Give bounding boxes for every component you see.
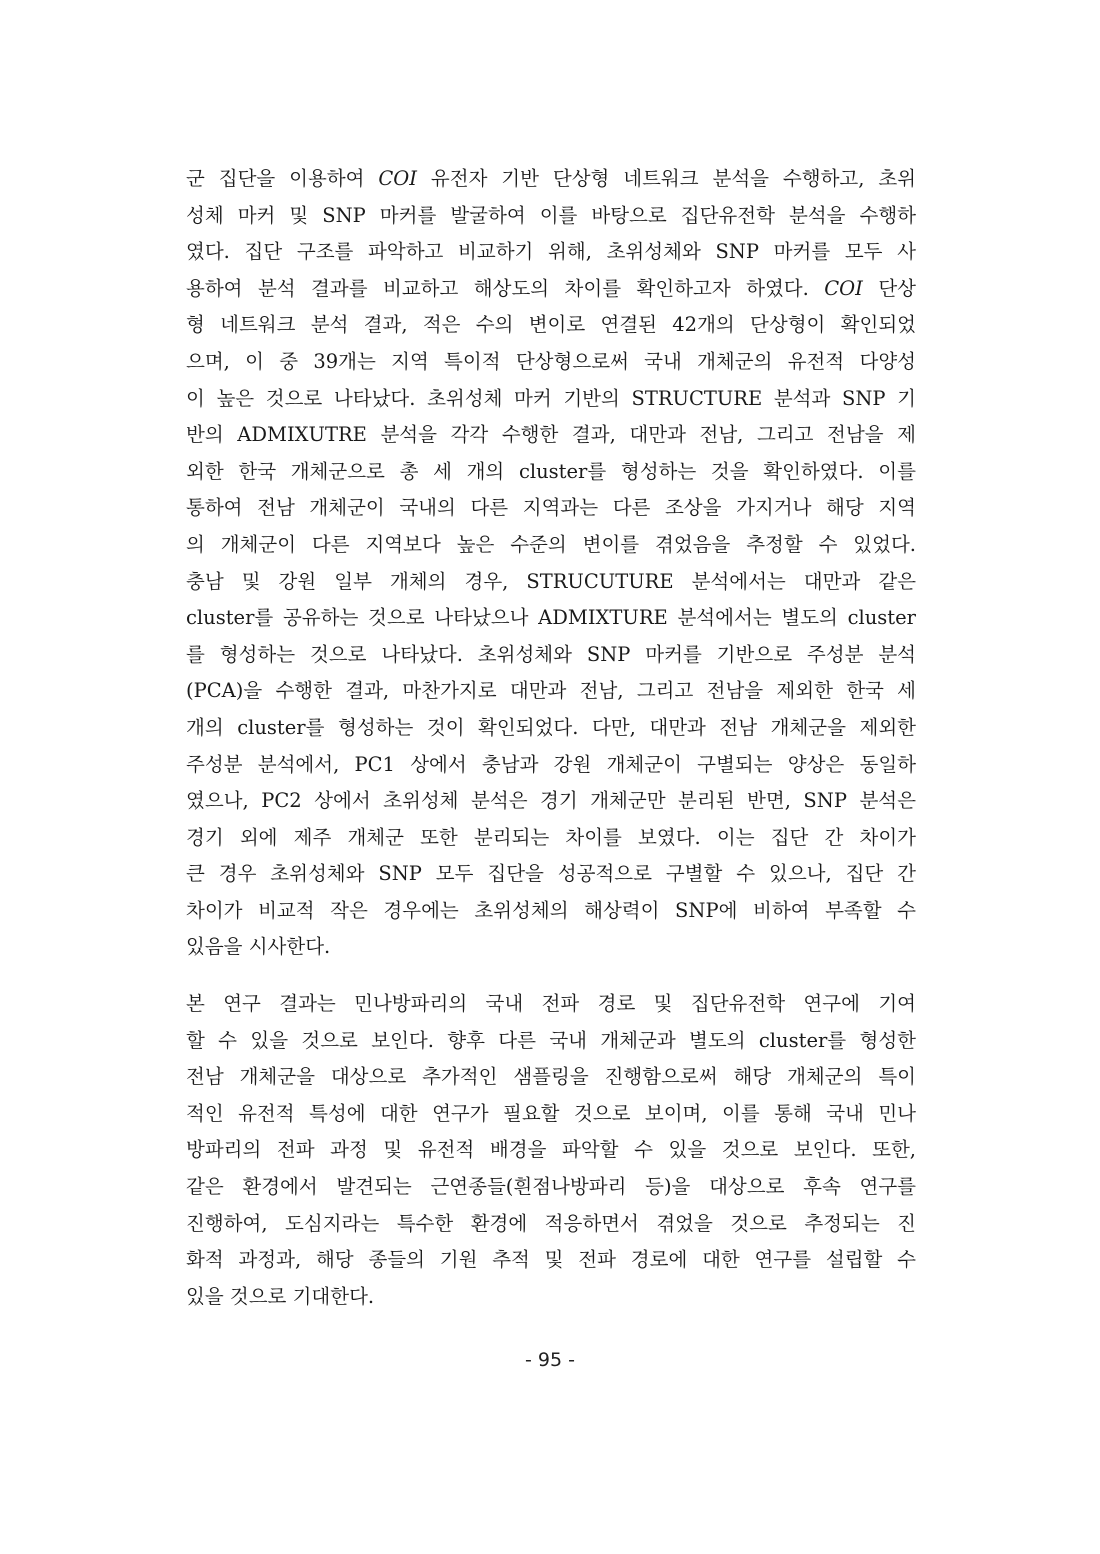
paragraph-1-line: 차이가 비교적 작은 경우에는 초위성체의 해상력이 SNP에 비하여 부족할 수 bbox=[186, 898, 916, 922]
paragraph-2-line: 같은 환경에서 발견되는 근연종들(흰점나방파리 등)을 대상으로 후속 연구를 bbox=[186, 1175, 916, 1199]
paragraph-1-line: 반의 ADMIXUTRE 분석을 각각 수행한 결과, 대만과 전남, 그리고 전남을 제 bbox=[186, 423, 916, 447]
paragraph-1-line: 큰 경우 초위성체와 SNP 모두 집단을 성공적으로 구별할 수 있으나, 집단 간 bbox=[186, 862, 916, 886]
paragraph-1-line: 형 네트워크 분석 결과, 적은 수의 변이로 연결된 42개의 단상형이 확인되었 bbox=[186, 313, 916, 337]
paragraph-1-line: 용하여 분석 결과를 비교하고 해상도의 차이를 확인하고자 하였다. COI 단상 bbox=[186, 276, 916, 300]
paragraph-2-line: 화적 과정과, 해당 종들의 기원 추적 및 전파 경로에 대한 연구를 설립할 수 bbox=[186, 1248, 916, 1272]
paragraph-2-line: 진행하여, 도심지라는 특수한 환경에 적응하면서 겪었을 것으로 추정되는 진 bbox=[186, 1211, 916, 1235]
paragraph-2-line: 적인 유전적 특성에 대한 연구가 필요할 것으로 보이며, 이를 통해 국내 민나 bbox=[186, 1101, 916, 1125]
body-text bbox=[186, 161, 916, 1315]
paragraph-1-line: 였다. 집단 구조를 파악하고 비교하기 위해, 초위성체와 SNP 마커를 모두 사 bbox=[186, 240, 916, 264]
paragraph-1-line: (PCA)을 수행한 결과, 마찬가지로 대만과 전남, 그리고 전남을 제외한 한국 세 bbox=[186, 679, 916, 703]
paragraph-1-line: 의 개체군이 다른 지역보다 높은 수준의 변이를 겪었음을 추정할 수 있었다. bbox=[186, 532, 916, 556]
paragraph-1-line: 외한 한국 개체군으로 총 세 개의 cluster를 형성하는 것을 확인하였다. 이를 bbox=[186, 459, 916, 483]
paragraph-1-line: cluster를 공유하는 것으로 나타났으나 ADMIXTURE 분석에서는 별도의 cluster bbox=[186, 606, 916, 630]
paragraph-2-line: 있을 것으로 기대한다. bbox=[186, 1284, 375, 1308]
paragraph-1-line: 통하여 전남 개체군이 국내의 다른 지역과는 다른 조상을 가지거나 해당 지역 bbox=[186, 496, 916, 520]
paragraph-1-line: 있음을 시사한다. bbox=[186, 935, 331, 959]
paragraph-1-line: 경기 외에 제주 개체군 또한 분리되는 차이를 보였다. 이는 집단 간 차이가 bbox=[186, 825, 916, 849]
paragraph-2-line: 전남 개체군을 대상으로 추가적인 샘플링을 진행함으로써 해당 개체군의 특이 bbox=[186, 1065, 916, 1089]
paragraph-1-line: 를 형성하는 것으로 나타났다. 초위성체와 SNP 마커를 기반으로 주성분 분석 bbox=[186, 642, 916, 666]
paragraph-1-line: 충남 및 강원 일부 개체의 경우, STRUCUTURE 분석에서는 대만과 같은 bbox=[186, 569, 916, 593]
paragraph-1-line: 이 높은 것으로 나타났다. 초위성체 마커 기반의 STRUCTURE 분석과 SNP 기 bbox=[186, 386, 916, 410]
paragraph-1-line: 였으나, PC2 상에서 초위성체 분석은 경기 개체군만 분리된 반면, SNP 분석은 bbox=[186, 789, 916, 813]
paragraph-2 bbox=[186, 986, 916, 1315]
paragraph-2-line: 할 수 있을 것으로 보인다. 향후 다른 국내 개체군과 별도의 cluster를 형성한 bbox=[186, 1028, 916, 1052]
page-number: - 95 - bbox=[525, 1349, 575, 1371]
paragraph-1-line: 으며, 이 중 39개는 지역 특이적 단상형으로써 국내 개체군의 유전적 다양성 bbox=[186, 349, 916, 373]
paragraph-1-line: 주성분 분석에서, PC1 상에서 충남과 강원 개체군이 구별되는 양상은 동일하 bbox=[186, 752, 916, 776]
paragraph-2-line: 방파리의 전파 과정 및 유전적 배경을 파악할 수 있을 것으로 보인다. 또한, bbox=[186, 1138, 916, 1162]
paragraph-2-line: 본 연구 결과는 민나방파리의 국내 전파 경로 및 집단유전학 연구에 기여 bbox=[186, 992, 916, 1016]
paragraph-1-line: 개의 cluster를 형성하는 것이 확인되었다. 다만, 대만과 전남 개체군을 제외한 bbox=[186, 715, 916, 739]
paragraph-1 bbox=[186, 161, 916, 966]
paragraph-1-line: 성체 마커 및 SNP 마커를 발굴하여 이를 바탕으로 집단유전학 분석을 수행하 bbox=[186, 203, 916, 227]
paragraph-1-line: 군 집단을 이용하여 COI 유전자 기반 단상형 네트워크 분석을 수행하고, 초위 bbox=[186, 167, 916, 190]
